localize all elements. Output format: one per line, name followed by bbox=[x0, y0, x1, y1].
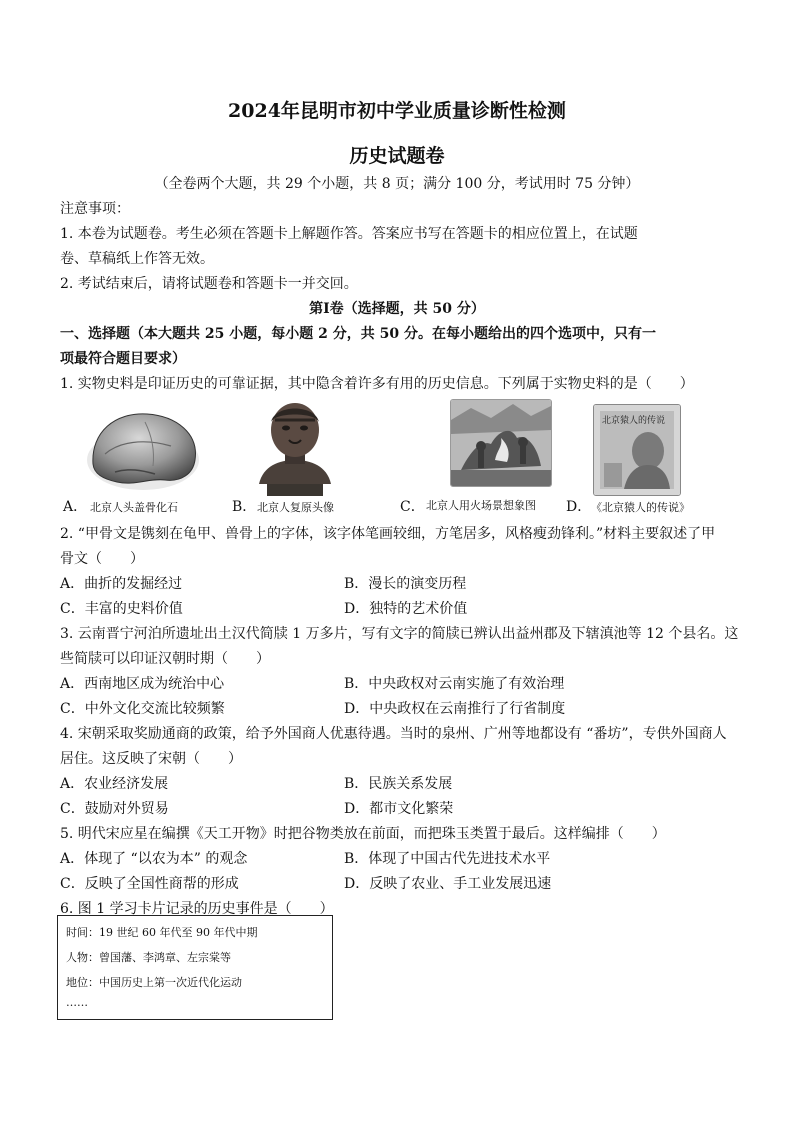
question-5-option-a: A．体现了 “以农为本” 的观念 bbox=[60, 851, 248, 867]
question-4-stem-line-1: 4. 宋朝采取奖励通商的政策，给予外国商人优惠待遇。当时的泉州、广州等地都设有 “番坊”，专供外国商人 bbox=[60, 726, 727, 742]
exam-info: （全卷两个大题，共 29 个小题，共 8 页；满分 100 分，考试用时 75 分钟） bbox=[154, 176, 640, 192]
image-option-b-letter: B． bbox=[232, 499, 257, 515]
question-4-option-c: C．鼓励对外贸易 bbox=[60, 801, 169, 817]
notice-heading: 注意事项： bbox=[60, 201, 130, 217]
question-4-option-a: A．农业经济发展 bbox=[60, 776, 169, 792]
question-2-option-b: B．漫长的演变历程 bbox=[344, 576, 467, 592]
image-option-d-letter: D． bbox=[566, 499, 592, 515]
question-4-option-d: D．都市文化繁荣 bbox=[344, 801, 454, 817]
image-option-b-caption: 北京人复原头像 bbox=[257, 501, 334, 514]
question-2-option-c: C．丰富的史料价值 bbox=[60, 601, 183, 617]
question-3-stem-line-2: 些简牍可以印证汉朝时期（ ） bbox=[60, 651, 270, 667]
notice-item-1-line-1: 1. 本卷为试题卷。考生必须在答题卡上解题作答。答案应书写在答题卡的相应位置上，在试题 bbox=[60, 226, 638, 242]
question-5-option-d: D．反映了农业、手工业发展迅速 bbox=[344, 876, 552, 892]
question-2-option-d: D．独特的艺术价值 bbox=[344, 601, 468, 617]
study-card-people: 人物：曾国藩、李鸿章、左宗棠等 bbox=[66, 951, 231, 964]
book-cover-title: 北京猿人的传说 bbox=[602, 416, 666, 426]
question-5-option-c: C．反映了全国性商帮的形成 bbox=[60, 876, 239, 892]
question-5-stem: 5. 明代宋应星在编撰《天工开物》时把谷物类放在前面，而把珠玉类置于最后。这样编排（ ） bbox=[60, 826, 666, 842]
image-option-c-letter: C． bbox=[400, 499, 425, 515]
image-option-a-letter: A． bbox=[63, 499, 88, 515]
question-3-option-a: A．西南地区成为统治中心 bbox=[60, 676, 225, 692]
book-cover-image bbox=[593, 404, 681, 496]
question-2-stem-line-2: 骨文（ ） bbox=[60, 551, 144, 567]
question-1-stem: 1. 实物史料是印证历史的可靠证据，其中隐含着许多有用的历史信息。下列属于实物史料的是（ ） bbox=[60, 376, 694, 392]
question-3-option-d: D．中央政权在云南推行了行省制度 bbox=[344, 701, 566, 717]
question-2-option-a: A．曲折的发掘经过 bbox=[60, 576, 183, 592]
question-3-option-b: B．中央政权对云南实施了有效治理 bbox=[344, 676, 565, 692]
notice-item-2: 2. 考试结束后，请将试题卷和答题卡一并交回。 bbox=[60, 276, 358, 292]
question-4-stem-line-2: 居住。这反映了宋朝（ ） bbox=[60, 751, 242, 767]
fire-scene-image bbox=[450, 399, 552, 487]
question-4-option-b: B．民族关系发展 bbox=[344, 776, 453, 792]
question-2-stem-line-1: 2. “甲骨文是镌刻在龟甲、兽骨上的字体，该字体笔画较细，方笔居多，风格瘦劲锋利。”材料主要叙述了甲 bbox=[60, 526, 716, 542]
question-6-stem: 6. 图 1 学习卡片记录的历史事件是（ ） bbox=[60, 901, 334, 917]
image-option-a-caption: 北京人头盖骨化石 bbox=[90, 501, 178, 514]
reconstructed-bust-image bbox=[245, 400, 345, 496]
image-option-c-caption: 北京人用火场景想象图 bbox=[426, 499, 536, 512]
study-card-ellipsis: …… bbox=[66, 996, 88, 1009]
part1-heading: 第Ⅰ卷（选择题，共 50 分） bbox=[309, 301, 485, 317]
question-3-stem-line-1: 3. 云南晋宁河泊所遗址出土汉代简牍 1 万多片，写有文字的简牍已辨认出益州郡及下辖滇池等 12 个县名。这 bbox=[60, 626, 739, 642]
part1-instruction-line-2: 项最符合题目要求） bbox=[60, 351, 186, 367]
exam-subtitle: 历史试题卷 bbox=[349, 145, 445, 167]
study-card-time: 时间：19 世纪 60 年代至 90 年代中期 bbox=[66, 926, 258, 939]
question-5-option-b: B．体现了中国古代先进技术水平 bbox=[344, 851, 551, 867]
image-option-d-caption: 《北京猿人的传说》 bbox=[591, 501, 690, 514]
exam-title: 2024年昆明市初中学业质量诊断性检测 bbox=[228, 100, 566, 122]
part1-instruction-line-1: 一、选择题（本大题共 25 小题，每小题 2 分，共 50 分。在每小题给出的四个选项中，只有一 bbox=[60, 326, 656, 342]
study-card-status: 地位：中国历史上第一次近代化运动 bbox=[66, 976, 242, 989]
question-3-option-c: C．中外文化交流比较频繁 bbox=[60, 701, 225, 717]
study-card bbox=[57, 915, 333, 1020]
notice-item-1-line-2: 卷、草稿纸上作答无效。 bbox=[60, 251, 214, 267]
skull-fossil-image bbox=[85, 402, 203, 494]
